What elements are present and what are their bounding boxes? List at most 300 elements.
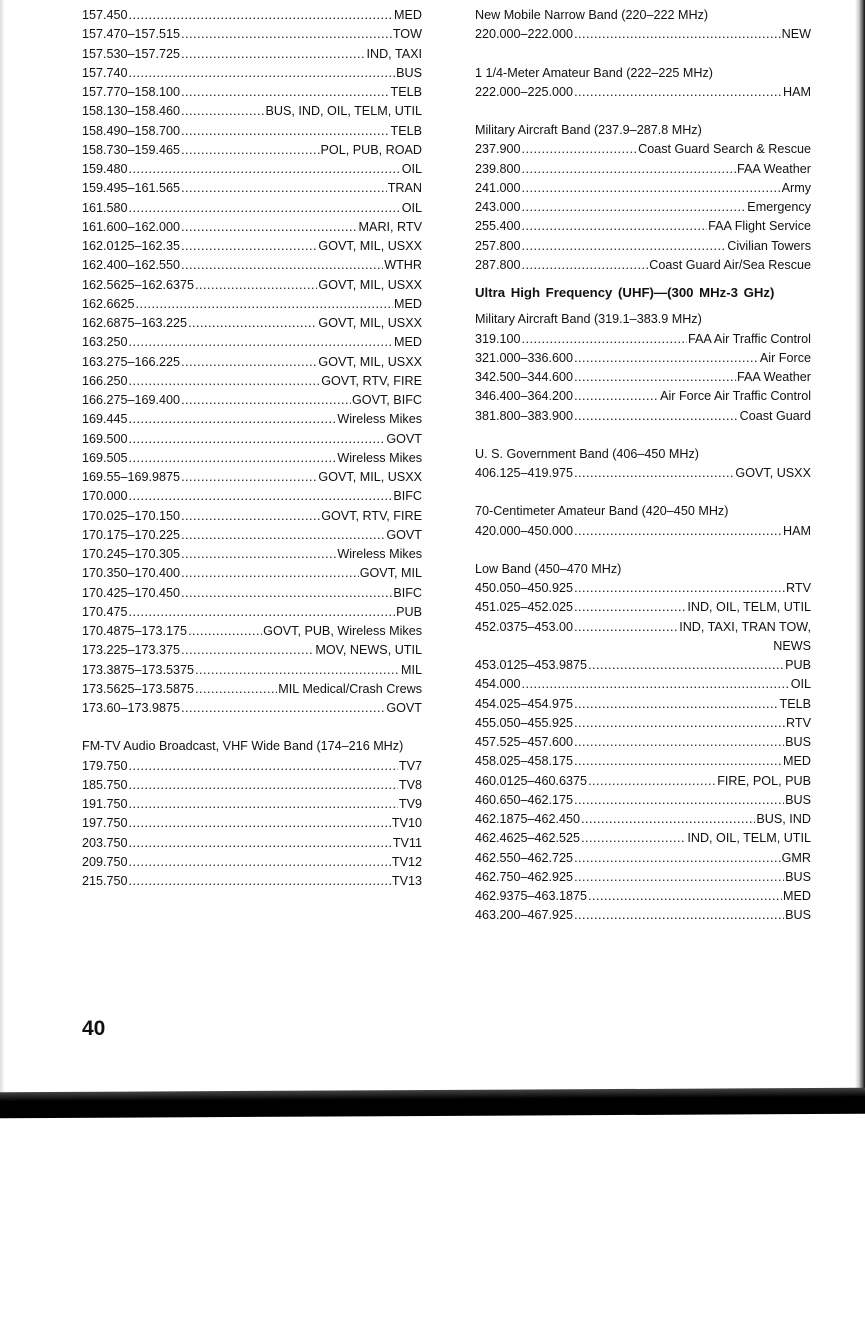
- service-code: Air Force Air Traffic Control: [660, 389, 811, 404]
- service-code: Emergency: [747, 200, 811, 214]
- service-code: HAM: [783, 523, 811, 538]
- frequency-row: [82, 680, 422, 699]
- frequency-row: [475, 810, 811, 829]
- frequency-row: [475, 829, 811, 848]
- service-code: MARI, RTV: [358, 219, 422, 234]
- service-code-continuation: NEWS: [773, 638, 811, 653]
- service-code: Wireless Mikes: [337, 547, 422, 561]
- service-code: TELB: [779, 696, 811, 711]
- frequency-row: [82, 372, 422, 391]
- dot-leader: [181, 83, 389, 102]
- frequency: 170.425–170.450: [82, 585, 181, 600]
- frequency: 163.250: [82, 335, 128, 350]
- frequency: 455.050–455.925: [475, 715, 574, 730]
- dot-leader: [181, 564, 359, 583]
- frequency-row: [475, 522, 811, 541]
- dot-leader: [129, 410, 337, 429]
- dot-leader: [129, 795, 398, 814]
- right-column: [475, 6, 811, 926]
- service-code: MED: [783, 754, 811, 769]
- dot-leader: [574, 752, 782, 771]
- spacer: [475, 426, 811, 445]
- fm-tv-list: [82, 757, 422, 892]
- service-code: PUB: [785, 658, 811, 672]
- military-aircraft-1-heading: Military Aircraft Band (237.9–287.8 MHz): [475, 123, 702, 137]
- service-code: WTHR: [384, 258, 422, 273]
- dot-leader: [181, 468, 317, 487]
- frequency-row: [475, 179, 811, 198]
- dot-leader: [136, 295, 393, 314]
- service-code: Coast Guard: [739, 408, 811, 423]
- dot-leader: [188, 622, 262, 641]
- frequency-row: [82, 179, 422, 198]
- frequency-row: [82, 622, 422, 641]
- frequency-row: [475, 25, 811, 44]
- dot-leader: [181, 507, 320, 526]
- service-code: BUS: [785, 792, 811, 807]
- frequency-row: [82, 83, 422, 102]
- frequency: 222.000–225.000: [475, 84, 574, 99]
- dot-leader: [522, 140, 638, 159]
- frequency: 157.450: [82, 8, 128, 22]
- vhf-list: [82, 6, 422, 718]
- frequency-row: [82, 526, 422, 545]
- dot-leader: [129, 776, 398, 795]
- amateur-70-list: [475, 522, 811, 541]
- service-code: GMR: [781, 850, 811, 865]
- dot-leader: [522, 160, 736, 179]
- frequency: 287.800: [475, 257, 521, 272]
- frequency: 161.580: [82, 200, 128, 215]
- frequency: 406.125–419.975: [475, 466, 574, 480]
- dot-leader: [574, 791, 784, 810]
- dot-leader: [574, 733, 784, 752]
- us-gov-list: [475, 464, 811, 483]
- frequency-row: [82, 102, 422, 121]
- frequency-row: [82, 410, 422, 429]
- service-code: TV8: [398, 777, 422, 792]
- frequency: 243.000: [475, 200, 521, 214]
- frequency: 169.55–169.9875: [82, 470, 181, 484]
- service-code: IND, OIL, TELM, UTIL: [687, 600, 811, 615]
- frequency-row: [475, 140, 811, 159]
- service-code: IND, TAXI, TRAN TOW,: [679, 619, 811, 634]
- frequency-row: [82, 218, 422, 237]
- service-code: GOVT, RTV, FIRE: [321, 508, 422, 523]
- frequency: 158.130–158.460: [82, 104, 181, 119]
- frequency: 450.050–450.925: [475, 581, 574, 595]
- left-column: [82, 6, 422, 891]
- low-band-list: [475, 579, 811, 926]
- service-code: IND, OIL, TELM, UTIL: [687, 831, 811, 846]
- frequency-row: [475, 349, 811, 368]
- service-code: Air Force: [759, 350, 811, 365]
- frequency: 255.400: [475, 219, 521, 234]
- dot-leader: [181, 699, 385, 718]
- frequency: 462.750–462.925: [475, 869, 574, 884]
- frequency-row: [475, 160, 811, 179]
- dot-leader: [195, 680, 277, 699]
- service-code: GOVT, MIL, USXX: [318, 470, 422, 484]
- dot-leader: [129, 872, 391, 891]
- service-code: FAA Air Traffic Control: [688, 331, 811, 346]
- dot-leader: [581, 810, 755, 829]
- service-code: BUS, IND, OIL, TELM, UTIL: [265, 104, 422, 119]
- service-code: TRAN: [387, 181, 422, 196]
- dot-leader: [181, 237, 317, 256]
- dot-leader: [181, 102, 264, 121]
- dot-leader: [522, 237, 727, 256]
- service-code: GOVT, MIL, USXX: [318, 239, 422, 253]
- frequency-row: [475, 656, 811, 675]
- frequency: 460.0125–460.6375: [475, 773, 588, 788]
- frequency: 462.9375–463.1875: [475, 889, 588, 903]
- frequency: 162.0125–162.35: [82, 239, 181, 253]
- service-code: GOVT: [386, 431, 422, 446]
- frequency: 179.750: [82, 758, 128, 773]
- frequency-row: [82, 45, 422, 64]
- frequency-row: [82, 603, 422, 622]
- frequency: 319.100: [475, 331, 521, 346]
- frequency-row: [475, 618, 811, 637]
- amateur-125-heading: [475, 64, 811, 83]
- dot-leader: [574, 349, 759, 368]
- frequency: 209.750: [82, 854, 128, 869]
- dot-leader: [188, 314, 317, 333]
- frequency: 170.350–170.400: [82, 566, 181, 581]
- service-code: HAM: [783, 84, 811, 99]
- service-code: TV10: [391, 816, 422, 831]
- frequency: 170.175–170.225: [82, 527, 181, 542]
- service-code: TELB: [390, 123, 422, 138]
- frequency: 342.500–344.600: [475, 370, 574, 384]
- dot-leader: [574, 906, 784, 925]
- frequency-row: [82, 6, 422, 25]
- frequency-row: [475, 83, 811, 102]
- dot-leader: [195, 661, 400, 680]
- frequency: 241.000: [475, 180, 521, 195]
- dot-leader: [574, 868, 784, 887]
- service-code: BIFC: [393, 489, 422, 504]
- frequency: 458.025–458.175: [475, 754, 574, 769]
- frequency-row: [475, 330, 811, 349]
- frequency: 237.900: [475, 142, 521, 157]
- frequency-row: [82, 314, 422, 333]
- frequency: 454.000: [475, 677, 521, 692]
- amateur-125-list: [475, 83, 811, 102]
- dot-leader: [181, 179, 387, 198]
- uhf-section-heading: Ultra High Frequency (UHF)—(300 MHz-3 GHz): [475, 285, 775, 300]
- service-code: TELB: [390, 85, 422, 99]
- dot-leader: [129, 814, 391, 833]
- service-code: GOVT, MIL, USXX: [318, 354, 422, 369]
- frequency: 321.000–336.600: [475, 350, 574, 365]
- service-code: TV12: [391, 854, 422, 869]
- spacer: [475, 102, 811, 121]
- service-code: PUB: [396, 604, 422, 619]
- dot-leader: [574, 598, 686, 617]
- service-code: RTV: [786, 581, 811, 595]
- service-code: GOVT, MIL, USXX: [318, 316, 422, 330]
- service-code: RTV: [786, 715, 811, 730]
- frequency: 462.4625–462.525: [475, 831, 581, 846]
- frequency-row: [82, 295, 422, 314]
- dot-leader: [574, 407, 739, 426]
- service-code: TV9: [398, 797, 422, 811]
- dot-leader: [129, 449, 337, 468]
- frequency-row: [82, 661, 422, 680]
- dot-leader: [574, 522, 782, 541]
- military-aircraft-2-list: [475, 330, 811, 426]
- service-code: GOVT: [386, 527, 422, 542]
- dot-leader: [588, 887, 782, 906]
- frequency: 159.495–161.565: [82, 181, 181, 196]
- dot-leader: [181, 353, 317, 372]
- service-code: GOVT, USXX: [735, 466, 811, 480]
- frequency-row: [82, 564, 422, 583]
- dot-leader: [195, 276, 317, 295]
- frequency-row: [82, 199, 422, 218]
- frequency-row: [475, 906, 811, 925]
- military-aircraft-1-list: [475, 140, 811, 275]
- dot-leader: [574, 387, 659, 406]
- frequency: 157.470–157.515: [82, 27, 181, 42]
- frequency-row: [82, 276, 422, 295]
- frequency-row: [82, 814, 422, 833]
- frequency: 453.0125–453.9875: [475, 658, 588, 672]
- frequency: 346.400–364.200: [475, 389, 574, 404]
- frequency: 462.1875–462.450: [475, 812, 581, 826]
- frequency-row: [82, 353, 422, 372]
- frequency-row: [82, 122, 422, 141]
- dot-leader: [181, 141, 319, 160]
- frequency-row: [82, 795, 422, 814]
- service-code: BUS: [785, 735, 811, 749]
- service-code: POL, PUB, ROAD: [320, 142, 422, 157]
- frequency: 162.5625–162.6375: [82, 277, 195, 292]
- frequency-row: [82, 834, 422, 853]
- service-code: MOV, NEWS, UTIL: [315, 643, 422, 658]
- amateur-70-heading: 70-Centimeter Amateur Band (420–450 MHz): [475, 504, 729, 519]
- service-code: TV11: [392, 835, 422, 850]
- dot-leader: [129, 757, 398, 776]
- service-code: TV7: [398, 758, 422, 773]
- frequency-row: [82, 699, 422, 718]
- spacer: [475, 483, 811, 502]
- frequency-row: [82, 430, 422, 449]
- dot-leader: [574, 849, 781, 868]
- service-code: Coast Guard Air/Sea Rescue: [649, 257, 811, 272]
- frequency: 162.6875–163.225: [82, 316, 188, 330]
- frequency: 420.000–450.000: [475, 523, 574, 538]
- dot-leader: [129, 199, 401, 218]
- frequency-row: [82, 141, 422, 160]
- frequency-row: [82, 333, 422, 352]
- dot-leader: [129, 333, 393, 352]
- frequency: 220.000–222.000: [475, 27, 574, 42]
- frequency-row: [82, 487, 422, 506]
- service-code: NEW: [781, 27, 811, 42]
- frequency: 170.025–170.150: [82, 508, 181, 523]
- frequency: 170.000: [82, 489, 128, 504]
- frequency-row: [475, 868, 811, 887]
- frequency-row: [475, 407, 811, 426]
- service-code: Wireless Mikes: [337, 412, 422, 427]
- dot-leader: [574, 714, 785, 733]
- frequency: 169.505: [82, 450, 128, 465]
- frequency-row: [475, 598, 811, 617]
- frequency-row: [82, 160, 422, 179]
- frequency: 170.4875–173.175: [82, 624, 188, 638]
- service-code: Army: [781, 180, 811, 195]
- dot-leader: [522, 179, 781, 198]
- dot-leader: [181, 45, 365, 64]
- frequency: 463.200–467.925: [475, 908, 574, 923]
- service-code: MED: [783, 889, 811, 903]
- military-aircraft-2-heading: Military Aircraft Band (319.1–383.9 MHz): [475, 312, 702, 327]
- spacer: [475, 45, 811, 64]
- dot-leader: [574, 25, 781, 44]
- frequency: 158.490–158.700: [82, 123, 181, 138]
- frequency-row: [475, 791, 811, 810]
- dot-leader: [181, 526, 385, 545]
- frequency-row: [475, 464, 811, 483]
- frequency-row: [82, 256, 422, 275]
- dot-leader: [181, 25, 392, 44]
- service-code: TV13: [391, 874, 422, 888]
- dot-leader: [181, 545, 336, 564]
- frequency: 157.530–157.725: [82, 46, 181, 61]
- dot-leader: [574, 464, 734, 483]
- frequency: 239.800: [475, 161, 521, 176]
- dot-leader: [181, 122, 389, 141]
- low-band-heading: Low Band (450–470 MHz): [475, 561, 622, 576]
- frequency-row: [475, 387, 811, 406]
- spacer: [82, 718, 422, 737]
- frequency-row: [82, 468, 422, 487]
- dot-leader: [181, 391, 351, 410]
- frequency-row: [475, 579, 811, 598]
- page-bottom-edge-shadow: [0, 1088, 865, 1119]
- fm-tv-band-heading: FM-TV Audio Broadcast, VHF Wide Band (174–216 MHz): [82, 739, 404, 754]
- service-code: MIL Medical/Crash Crews: [278, 681, 422, 696]
- frequency-row: [475, 752, 811, 771]
- service-code: Coast Guard Search & Rescue: [638, 142, 811, 157]
- frequency-row: [475, 237, 811, 256]
- service-code: BUS: [785, 869, 811, 884]
- dot-leader: [129, 487, 393, 506]
- service-code: TOW: [392, 27, 422, 42]
- frequency: 162.400–162.550: [82, 258, 181, 273]
- frequency: 173.60–173.9875: [82, 701, 181, 715]
- dot-leader: [129, 160, 401, 179]
- service-code: OIL: [401, 200, 422, 215]
- frequency-row: [475, 887, 811, 906]
- frequency: 170.475: [82, 604, 128, 619]
- frequency: 170.245–170.305: [82, 547, 181, 561]
- service-code: MED: [394, 335, 422, 350]
- frequency: 457.525–457.600: [475, 735, 574, 749]
- frequency-row: [82, 391, 422, 410]
- frequency-row: [82, 545, 422, 564]
- frequency: 158.730–159.465: [82, 142, 181, 157]
- narrow-band-heading: New Mobile Narrow Band (220–222 MHz): [475, 8, 709, 22]
- service-code: GOVT, MIL: [359, 566, 422, 581]
- frequency-row: [82, 872, 422, 891]
- frequency: 454.025–454.975: [475, 696, 574, 711]
- service-code: MED: [394, 8, 422, 22]
- service-code: GOVT, MIL, USXX: [318, 277, 422, 292]
- frequency: 162.6625: [82, 296, 135, 311]
- dot-leader: [522, 217, 708, 236]
- dot-leader: [588, 772, 716, 791]
- dot-leader: [574, 695, 778, 714]
- dot-leader: [522, 198, 747, 217]
- dot-leader: [574, 618, 678, 637]
- service-code: FIRE, POL, PUB: [717, 773, 811, 788]
- service-code: BUS: [785, 908, 811, 923]
- page-number: 40: [82, 1017, 106, 1040]
- frequency-row: [82, 25, 422, 44]
- service-code: GOVT, PUB, Wireless Mikes: [263, 624, 422, 638]
- service-code: GOVT: [386, 701, 422, 715]
- page-left-edge-shadow: [0, 0, 5, 1100]
- frequency: 166.275–169.400: [82, 393, 181, 407]
- frequency-row: [475, 772, 811, 791]
- narrow-band-list: [475, 25, 811, 44]
- frequency-row: [475, 695, 811, 714]
- service-code: GOVT, RTV, FIRE: [321, 373, 422, 388]
- frequency-row: [82, 757, 422, 776]
- frequency-row: [475, 675, 811, 694]
- service-code: BUS: [396, 65, 422, 80]
- service-code: BIFC: [393, 585, 422, 600]
- spacer: [475, 541, 811, 560]
- dot-leader: [129, 834, 392, 853]
- frequency: 191.750: [82, 797, 128, 811]
- frequency: 157.770–158.100: [82, 85, 181, 99]
- frequency: 163.275–166.225: [82, 354, 181, 369]
- frequency: 173.5625–173.5875: [82, 681, 195, 696]
- service-code: FAA Weather: [737, 161, 811, 176]
- frequency-row: [82, 64, 422, 83]
- dot-leader: [181, 218, 357, 237]
- dot-leader: [522, 256, 649, 275]
- dot-leader: [581, 829, 686, 848]
- service-code: Civilian Towers: [727, 238, 811, 253]
- dot-leader: [522, 330, 688, 349]
- frequency: 157.740: [82, 65, 128, 80]
- dot-leader: [129, 603, 396, 622]
- service-code: FAA Flight Service: [708, 219, 811, 234]
- frequency: 169.445: [82, 412, 128, 427]
- frequency: 173.225–173.375: [82, 643, 181, 658]
- frequency-row: [82, 776, 422, 795]
- service-code: Wireless Mikes: [337, 450, 422, 465]
- frequency: 451.025–452.025: [475, 600, 574, 615]
- frequency: 166.250: [82, 373, 128, 388]
- service-code: FAA Weather: [737, 370, 811, 384]
- frequency-row: [475, 714, 811, 733]
- frequency: 381.800–383.900: [475, 408, 574, 423]
- service-code: GOVT, BIFC: [352, 393, 422, 407]
- dot-leader: [574, 579, 785, 598]
- frequency-row: [475, 217, 811, 236]
- dot-leader: [181, 641, 314, 660]
- frequency: 185.750: [82, 777, 128, 792]
- dot-leader: [522, 675, 790, 694]
- frequency-row: [82, 507, 422, 526]
